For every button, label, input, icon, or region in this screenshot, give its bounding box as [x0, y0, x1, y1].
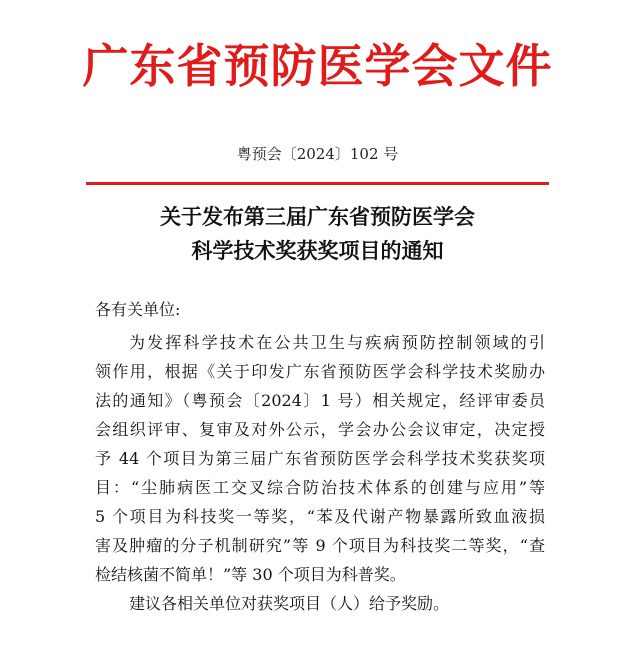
notice-title-line-2: 科学技术奖获奖项目的通知 — [191, 238, 444, 263]
body-line: 5 个项目为科技奖一等奖，“苯及代谢产物暴露所致血液损 — [95, 507, 545, 526]
notice-body — [95, 328, 545, 618]
closing-line: 建议各相关单位对获奖项目（人）给予奖励。 — [129, 594, 450, 613]
body-line: 予 44 个项目为第三届广东省预防医学会科学技术奖获奖项 — [95, 449, 545, 468]
body-line: 目：“尘肺病医工交叉综合防治技术体系的创建与应用”等 — [95, 478, 545, 497]
document-number: 粤预会〔2024〕102 号 — [236, 145, 399, 163]
red-divider-line — [86, 182, 549, 185]
body-line: 检结核菌不简单！”等 30 个项目为科普奖。 — [95, 565, 406, 584]
document-header-title: 广东省预防医学会文件 — [82, 39, 553, 93]
body-line: 会组织评审、复审及对外公示，学会办公会议审定，决定授 — [95, 420, 545, 439]
body-line: 害及肿瘤的分子机制研究”等 9 个项目为科技奖二等奖，“查 — [95, 536, 545, 555]
body-line: 为发挥科学技术在公共卫生与疾病预防控制领域的引 — [129, 333, 545, 352]
body-line: 领作用，根据《关于印发广东省预防医学会科学技术奖励办 — [95, 362, 545, 381]
body-line: 法的通知》（粤预会〔2024〕1 号）相关规定，经评审委员 — [95, 391, 545, 410]
salutation: 各有关单位: — [95, 300, 181, 319]
notice-title — [0, 200, 635, 268]
notice-title-line-1: 关于发布第三届广东省预防医学会 — [160, 204, 475, 229]
